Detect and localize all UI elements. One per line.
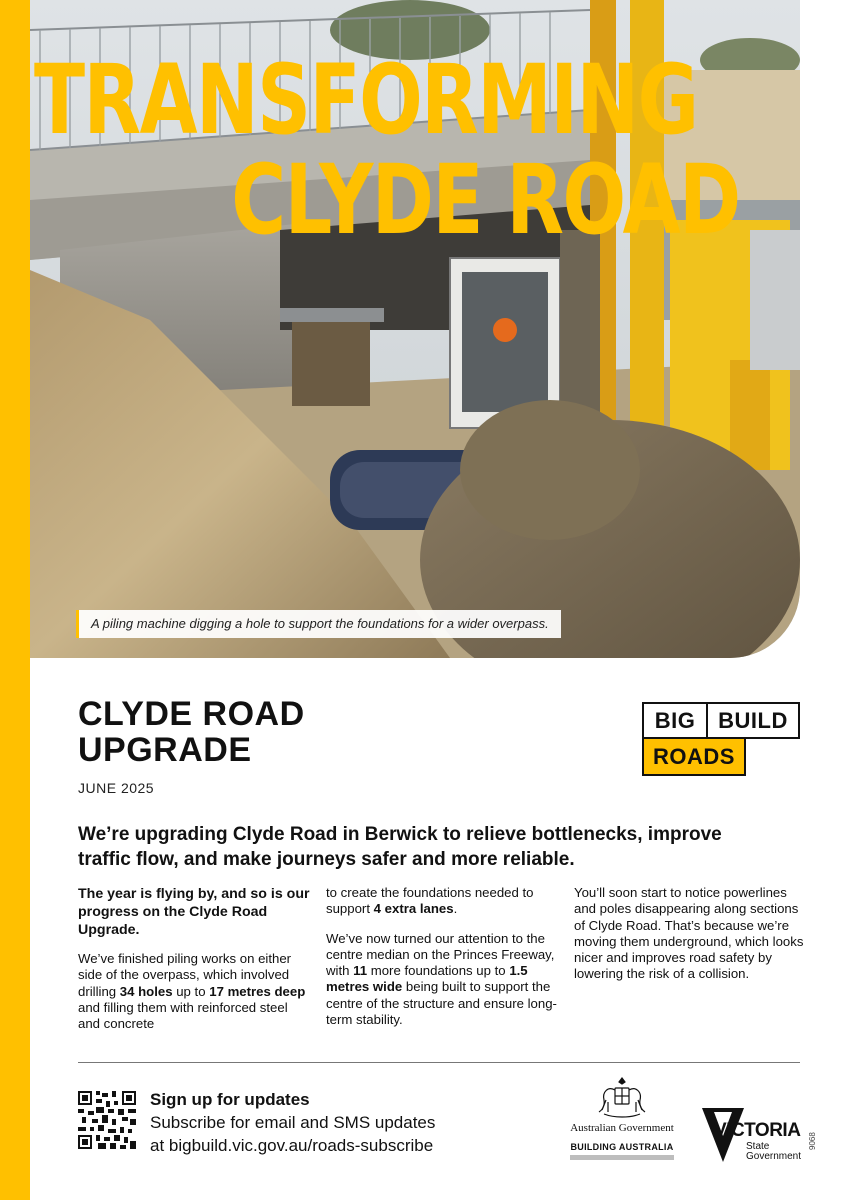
highlight-lanes: 4 extra lanes bbox=[373, 901, 454, 917]
big-build-roads-logo bbox=[642, 702, 800, 776]
qr-code-icon[interactable] bbox=[78, 1090, 136, 1150]
document-title-line1: CLYDE ROAD bbox=[78, 695, 305, 733]
victoria-wordmark: VICTORIA bbox=[714, 1120, 801, 1141]
photo-caption: A piling machine digging a hole to support the foundations for a wider overpass. bbox=[76, 610, 561, 638]
highlight-foundations: 11 bbox=[353, 963, 368, 979]
signup-block bbox=[150, 1088, 435, 1157]
column-1-intro: The year is flying by, and so is our progress on the Clyde Road Upgrade. bbox=[78, 886, 310, 938]
column-2-paragraph-2 bbox=[326, 931, 558, 1029]
vic-state-text: State bbox=[746, 1141, 770, 1152]
australian-government-logo bbox=[566, 1076, 678, 1166]
au-gov-underline bbox=[570, 1155, 674, 1160]
column-1-paragraph bbox=[78, 951, 310, 1032]
text-span: up to bbox=[172, 983, 210, 999]
hero-title bbox=[30, 44, 800, 256]
document-title-line2: UPGRADE bbox=[78, 731, 252, 769]
column-2-paragraph-1 bbox=[326, 885, 558, 918]
logo-word-big: BIG bbox=[642, 702, 708, 739]
highlight-width: 1.5 metres wide bbox=[326, 963, 528, 995]
signup-line-1: Subscribe for email and SMS updates bbox=[150, 1113, 436, 1132]
signup-heading: Sign up for updates bbox=[150, 1090, 310, 1109]
lead-paragraph: We’re upgrading Clyde Road in Berwick to relieve bottlenecks, improve traffic flow, and make journeys safer and more reliable. bbox=[78, 824, 722, 870]
signup-url-link[interactable]: at bigbuild.vic.gov.au/roads-subscribe bbox=[150, 1136, 434, 1155]
text-span: We’ve now turned our attention to the centre median on the Princes Freeway, with bbox=[326, 930, 555, 979]
column-1 bbox=[78, 885, 310, 1045]
document-title bbox=[78, 696, 305, 768]
column-2 bbox=[326, 885, 558, 1041]
hero-title-line2: CLYDE ROAD bbox=[231, 144, 740, 256]
logo-word-roads: ROADS bbox=[642, 737, 746, 776]
document-code: 9068 bbox=[808, 1132, 817, 1150]
highlight-depth: 17 metres deep bbox=[209, 983, 306, 999]
side-accent-stripe bbox=[0, 0, 30, 1200]
coat-of-arms-icon bbox=[594, 1076, 650, 1120]
footer-divider bbox=[78, 1062, 800, 1063]
hero-photo bbox=[30, 0, 800, 658]
text-span: more foundations up to bbox=[367, 963, 510, 979]
text-span: being built to support the centre of the structure and ensure long-term stability. bbox=[326, 979, 557, 1028]
text-span: to create the foundations needed to support bbox=[326, 885, 534, 917]
victoria-state-government bbox=[746, 1142, 801, 1162]
document-date: JUNE 2025 bbox=[78, 780, 155, 796]
au-gov-tagline: BUILDING AUSTRALIA bbox=[570, 1142, 674, 1152]
logo-word-build: BUILD bbox=[706, 702, 800, 739]
vic-government-text: Government bbox=[746, 1151, 802, 1162]
text-span: We’ve finished piling works on either side of the overpass, which involved drilling bbox=[78, 951, 292, 999]
text-span: and filling them with reinforced steel and concrete bbox=[78, 999, 288, 1032]
highlight-holes: 34 holes bbox=[119, 983, 173, 999]
hero-title-line1: TRANSFORMING bbox=[34, 44, 698, 156]
au-gov-name: Australian Government bbox=[570, 1122, 674, 1134]
column-3 bbox=[574, 885, 806, 996]
column-3-paragraph: You’ll soon start to notice powerlines and poles disappearing along sections of Clyde Road. That’s because we’re moving them underground, which looks nicer and improves road safety by lowering the risk of a collision. bbox=[574, 885, 804, 982]
text-span: . bbox=[453, 901, 458, 917]
